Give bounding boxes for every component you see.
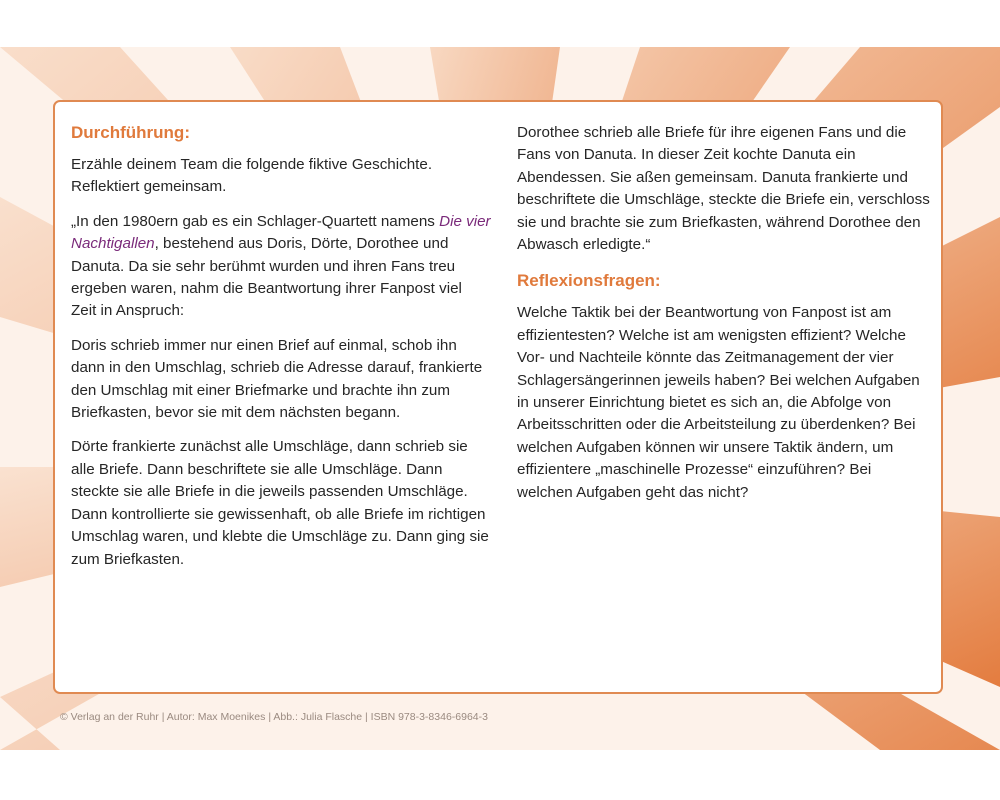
dorothee-paragraph: Dorothee schrieb alle Briefe für ihre eigenen Fans und die Fans von Danuta. In dieser Zeit kochte Danuta ein Abendessen. Sie aßen gemeinsam. Danuta frankierte und beschriftete die Umschläge, steckte die Briefe ein, verschloss sie und brachte sie zum Briefkasten, während Dorothee den Abwasch erledigte.“ [517,124,930,254]
reflection-questions-paragraph: Welche Taktik bei der Beantwortung von Fanpost ist am effizientesten? Welche ist am wenigsten effizient? Welche Vor- und Nachteile könnte das Zeitmanagement der vier Schlagersängerinnen jeweils haben? Bei welchen Aufgaben in unserer Einrichtung bietet es sich an, die Abfolge von Arbeitsschritten oder die Arbeitsteilung zu überdenken? Bei welchen Aufgaben können wir unsere Taktik ändern, um effizientere „maschinelle Prozesse“ einzuführen? Bei welchen Aufgaben geht das nicht? [517,304,920,501]
doris-paragraph: Doris schrieb immer nur einen Brief auf einmal, schob ihn dann in den Umschlag, schrieb die Adresse darauf, frankierte den Umschlag mit einer Briefmarke und brachte ihn zum Briefkasten, bevor sie mit dem nächsten begann. [71,336,483,422]
instruction-paragraph: Erzähle deinem Team die folgende fiktive Geschichte. Reflektiert gemeinsam. [71,156,433,196]
story-intro-paragraph [71,211,491,323]
band-name: Die vier Nachtigallen [71,212,491,253]
section-heading-reflexionsfragen: Reflexionsfragen: [517,271,661,291]
story-intro-end: , bestehend aus Doris, Dörte, Dorothee und Danuta. Da sie sehr berühmt wurden und ihren Fans treu ergeben waren, nahm die Beantwortung ihrer Fanpost viel Zeit in Anspruch: [71,235,462,320]
doerte-paragraph: Dörte frankierte zunächst alle Umschläge, dann schrieb sie alle Briefe. Dann beschriftete sie alle Umschläge. Dann steckte sie alle Briefe in die jeweils passenden Umschläge. Dann kontrollierte sie gewissenhaft, ob alle Briefe im richtigen Umschlag waren, und klebte die Umschläge zu. Dann ging sie zum Briefkasten. [71,438,489,568]
content-card [53,100,943,694]
right-column [517,122,931,516]
left-column [71,122,491,583]
story-intro-start: „In den 1980ern gab es ein Schlager-Quartett namens [71,212,440,230]
section-heading-durchfuehrung: Durchführung: [71,123,190,142]
copyright-footer: © Verlag an der Ruhr | Autor: Max Moenikes | Abb.: Julia Flasche | ISBN 978-3-8346-6964-3 [60,711,488,723]
